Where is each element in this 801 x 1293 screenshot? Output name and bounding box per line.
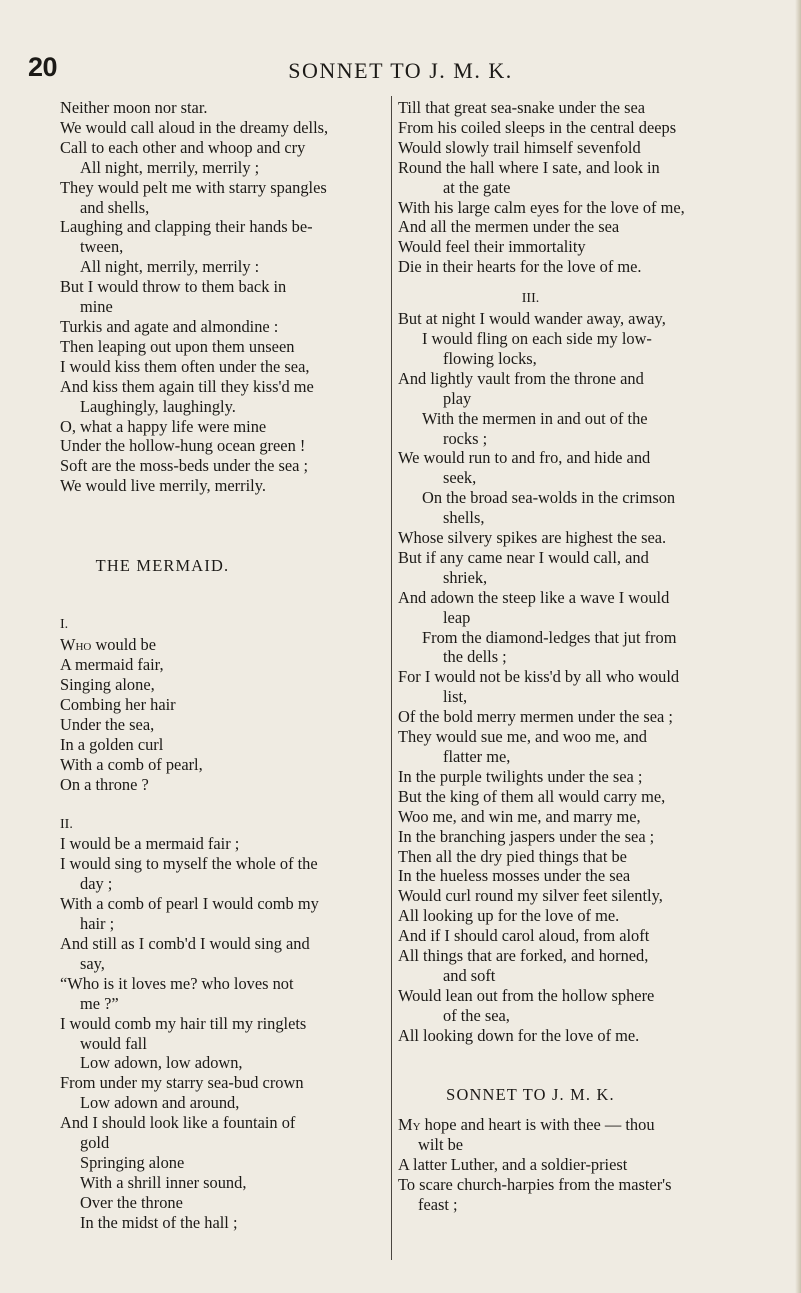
poem-line: To scare church-harpies from the master's <box>398 1175 672 1194</box>
poem-line: But the king of them all would carry me, <box>398 786 666 806</box>
poem-line: All night, merrily, merrily ; <box>80 157 260 177</box>
poem-stanza-continuation <box>60 98 385 496</box>
poem-line: would be <box>95 635 157 655</box>
poem-line: at the gate <box>443 177 511 197</box>
poem-line: Whose silvery spikes are highest the sea. <box>398 528 667 548</box>
poem-line: And I should look like a fountain of <box>60 1113 296 1133</box>
section-numeral-three: III. <box>521 291 540 307</box>
poem-line: With the mermen in and out of the <box>422 408 648 428</box>
poem-line: Woo me, and win me, and marry me, <box>398 806 641 826</box>
poem-line: mine <box>80 297 113 317</box>
poem-line: day ; <box>80 874 113 894</box>
poem-line: flowing locks, <box>443 348 537 368</box>
drop-word: Who <box>60 635 92 655</box>
section-numeral-one: I. <box>60 617 69 633</box>
poem-line: And kiss them again till they kiss'd me <box>60 376 314 396</box>
poem-line: leap <box>443 607 471 627</box>
poem-line: And all the mermen under the sea <box>398 217 620 237</box>
poem-line: With a shrill inner sound, <box>80 1172 247 1192</box>
poem-line: All night, merrily, merrily : <box>80 257 260 277</box>
mermaid-part-two-continued <box>398 98 723 277</box>
drop-word: My <box>398 1115 421 1135</box>
poem-line: Then leaping out upon them unseen <box>60 336 295 356</box>
poem-line: and shells, <box>80 197 150 217</box>
poem-line: For I would not be kiss'd by all who would <box>398 667 680 687</box>
poem-line: On a throne ? <box>60 774 149 794</box>
poem-line: All looking down for the love of me. <box>398 1025 640 1045</box>
poem-line: Low adown, low adown, <box>80 1053 243 1073</box>
poem-line: And if I should carol aloud, from aloft <box>398 926 650 946</box>
poem-line: But if any came near I would call, and <box>398 547 649 567</box>
poem-line: And adown the steep like a wave I would <box>398 587 670 607</box>
poem-line: Then all the dry pied things that be <box>398 846 627 866</box>
poem-line: A mermaid fair, <box>60 655 164 675</box>
poem-line: Call to each other and whoop and cry <box>60 137 306 157</box>
poem-line: wilt be <box>418 1135 464 1155</box>
poem-line: They would sue me, and woo me, and <box>398 727 647 747</box>
poem-line: say, <box>80 953 105 973</box>
poem-line: shells, <box>443 508 485 528</box>
poem-line: From under my starry sea-bud crown <box>60 1073 304 1093</box>
poem-line: Over the throne <box>80 1192 183 1212</box>
mermaid-poem-title: THE MERMAID. <box>95 555 230 575</box>
poem-line: With a comb of pearl, <box>60 754 203 774</box>
poem-line: In the branching jaspers under the sea ; <box>398 826 655 846</box>
mermaid-part-one <box>60 635 385 794</box>
poem-line: shriek, <box>443 567 488 587</box>
poem-line: Would lean out from the hollow sphere <box>398 985 655 1005</box>
poem-line: A latter Luther, and a soldier-priest <box>398 1155 628 1175</box>
poem-line: Under the hollow-hung ocean green ! <box>60 436 306 456</box>
poem-line: Neither moon nor star. <box>60 98 208 117</box>
poem-line: All things that are forked, and horned, <box>398 946 649 966</box>
poem-line: Soft are the moss-beds under the sea ; <box>60 456 309 476</box>
mermaid-part-three <box>398 309 723 1046</box>
running-title: SONNET TO J. M. K. <box>288 58 513 83</box>
poem-line: Round the hall where I sate, and look in <box>398 157 660 177</box>
poem-line: I would kiss them often under the sea, <box>60 356 310 376</box>
poem-line: Die in their hearts for the love of me. <box>398 257 642 277</box>
poem-line: flatter me, <box>443 747 511 766</box>
poem-line: In the hueless mosses under the sea <box>398 866 631 886</box>
poem-line: Turkis and agate and almondine : <box>60 316 279 336</box>
poem-line: With a comb of pearl I would comb my <box>60 894 319 914</box>
poem-line: Laughing and clapping their hands be- <box>60 217 313 237</box>
poem-line: From the diamond-ledges that jut from <box>422 627 677 647</box>
poem-line: me ?” <box>80 993 119 1013</box>
poem-line: tween, <box>80 237 124 257</box>
poem-line: Would curl round my silver feet silently, <box>398 886 663 906</box>
poem-line: would fall <box>80 1033 147 1053</box>
poem-line: and soft <box>443 965 496 985</box>
poem-line: Low adown and around, <box>80 1093 240 1113</box>
poem-line: But I would throw to them back in <box>60 277 287 297</box>
poem-line: hair ; <box>80 914 115 934</box>
poem-line: And still as I comb'd I would sing and <box>60 933 310 953</box>
poem-line: Of the bold merry mermen under the sea ; <box>398 707 673 727</box>
poem-line: We would live merrily, merrily. <box>60 476 266 496</box>
poem-line: We would call aloud in the dreamy dells, <box>60 117 329 137</box>
page-number: 20 <box>28 52 58 82</box>
poem-line: They would pelt me with starry spangles <box>60 177 327 197</box>
section-numeral-two: II. <box>60 816 73 832</box>
poem-line: Would slowly trail himself sevenfold <box>398 137 641 157</box>
poem-line: On the broad sea-wolds in the crimson <box>422 488 676 508</box>
poem-line: I would sing to myself the whole of the <box>60 854 318 874</box>
poem-line: Singing alone, <box>60 675 155 695</box>
poem-line: rocks ; <box>443 428 488 448</box>
poem-line: We would run to and fro, and hide and <box>398 448 651 468</box>
poem-line: In the purple twilights under the sea ; <box>398 766 643 786</box>
poem-line: O, what a happy life were mine <box>60 416 267 436</box>
poem-line: I would fling on each side my low- <box>422 328 652 348</box>
poem-line: In the midst of the hall ; <box>80 1212 238 1232</box>
poem-line: feast ; <box>418 1194 458 1214</box>
sonnet-title: SONNET TO J. M. K. <box>446 1085 615 1105</box>
poem-line: the dells ; <box>443 647 507 667</box>
mermaid-part-two <box>60 834 385 1232</box>
poem-line: In a golden curl <box>60 734 164 754</box>
poem-line: hope and heart is with thee — thou <box>424 1115 655 1135</box>
poem-line: Under the sea, <box>60 715 155 735</box>
poem-line: seek, <box>443 468 477 488</box>
right-column <box>398 98 723 1215</box>
left-column <box>60 98 385 1233</box>
poem-line: Would feel their immortality <box>398 237 586 257</box>
poem-line: From his coiled sleeps in the central deeps <box>398 117 677 137</box>
poem-line: list, <box>443 687 468 707</box>
sonnet-body <box>398 1115 723 1215</box>
poem-line: play <box>443 388 472 408</box>
poem-line: Springing alone <box>80 1152 185 1172</box>
poem-line: Combing her hair <box>60 695 176 715</box>
poem-line: And lightly vault from the throne and <box>398 368 644 388</box>
poem-line: of the sea, <box>443 1005 510 1025</box>
poem-line: All looking up for the love of me. <box>398 906 620 926</box>
poem-line: I would be a mermaid fair ; <box>60 834 240 854</box>
poem-line: With his large calm eyes for the love of me, <box>398 197 685 217</box>
page-edge-shadow <box>795 0 801 1293</box>
poem-line: “Who is it loves me? who loves not <box>60 973 294 993</box>
poem-line: But at night I would wander away, away, <box>398 309 666 329</box>
poem-line: gold <box>80 1133 110 1153</box>
poem-line: Till that great sea-snake under the sea <box>398 98 645 117</box>
poem-line: I would comb my hair till my ringlets <box>60 1013 307 1033</box>
poem-line: Laughingly, laughingly. <box>80 396 236 416</box>
